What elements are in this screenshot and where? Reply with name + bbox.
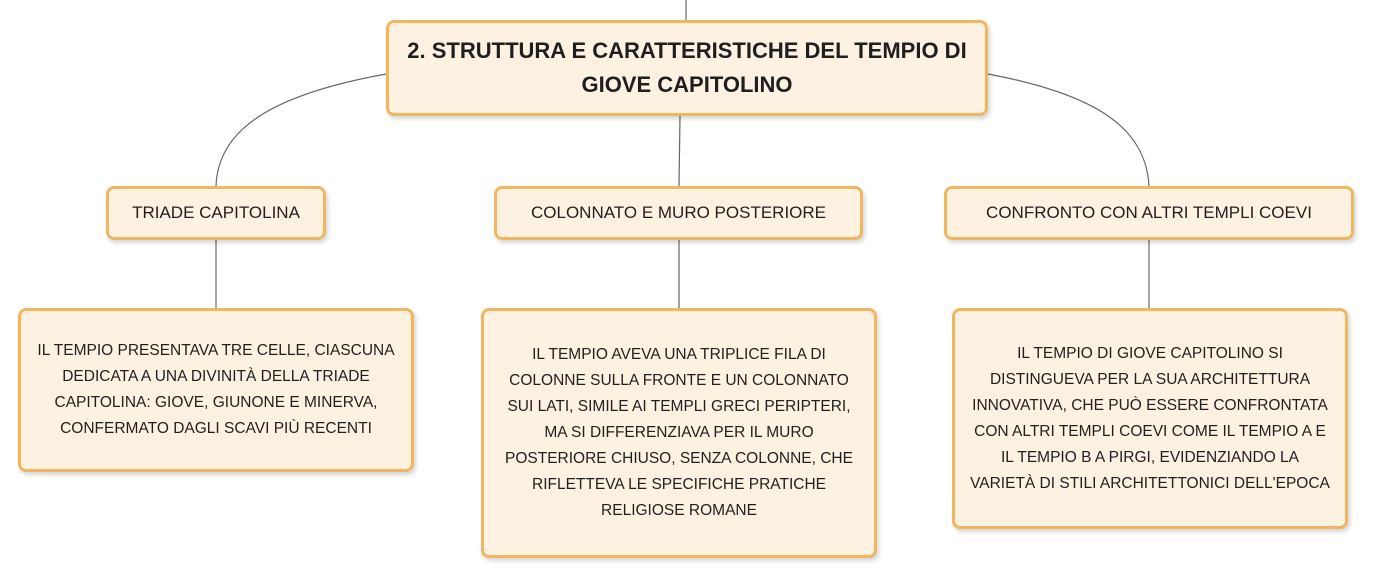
topic-triade-capitolina[interactable] — [106, 186, 326, 240]
detail-text: IL TEMPIO AVEVA UNA TRIPLICE FILA DI COLONNE SULLA FRONTE E UN COLONNATO SUI LATI, SIMILE AI TEMPLI GRECI PERIPTERI, MA SI DIFFERENZIAVA PER IL MURO POSTERIORE CHIUSO, SENZA COLONNE, CHE RIFLETTEVA LE SPECIFICHE PRATICHE RELIGIOSE ROMANE — [505, 346, 853, 519]
detail-confronto-templi-coevi[interactable] — [952, 308, 1348, 529]
root-topic[interactable] — [386, 20, 988, 116]
topic-label: TRIADE CAPITOLINA — [132, 203, 300, 222]
connector-root-to-colonnato — [679, 116, 680, 186]
detail-text: IL TEMPIO PRESENTAVA TRE CELLE, CIASCUNA DEDICATA A UNA DIVINITÀ DELLA TRIADE CAPITOLINA: GIOVE, GIUNONE E MINERVA, CONFERMATO DAGLI SCAVI PIÙ RECENTI — [37, 342, 395, 437]
topic-colonnato-muro-posteriore[interactable] — [494, 186, 863, 240]
topic-label: CONFRONTO CON ALTRI TEMPLI COEVI — [986, 203, 1312, 222]
detail-triade-capitolina[interactable] — [18, 308, 414, 472]
topic-label: COLONNATO E MURO POSTERIORE — [530, 203, 827, 222]
connector-root-to-triade — [216, 74, 386, 186]
connector-root-to-confronto — [988, 74, 1149, 186]
root-topic-label: 2. STRUTTURA E CARATTERISTICHE DEL TEMPIO DI GIOVE CAPITOLINO — [407, 38, 967, 97]
topic-confronto-templi-coevi[interactable] — [944, 186, 1354, 240]
detail-colonnato-muro-posteriore[interactable] — [481, 308, 877, 558]
detail-text: IL TEMPIO DI GIOVE CAPITOLINO SI DISTINGUEVA PER LA SUA ARCHITETTURA INNOVATIVA, CHE PUÒ ESSERE CONFRONTATA CON ALTRI TEMPLI COEVI COME IL TEMPIO A E IL TEMPIO B A PIRGI, EVIDENZIANDO LA VARIETÀ DI STILI ARCHITETTONICI DELL'EPOCA — [970, 344, 1330, 492]
